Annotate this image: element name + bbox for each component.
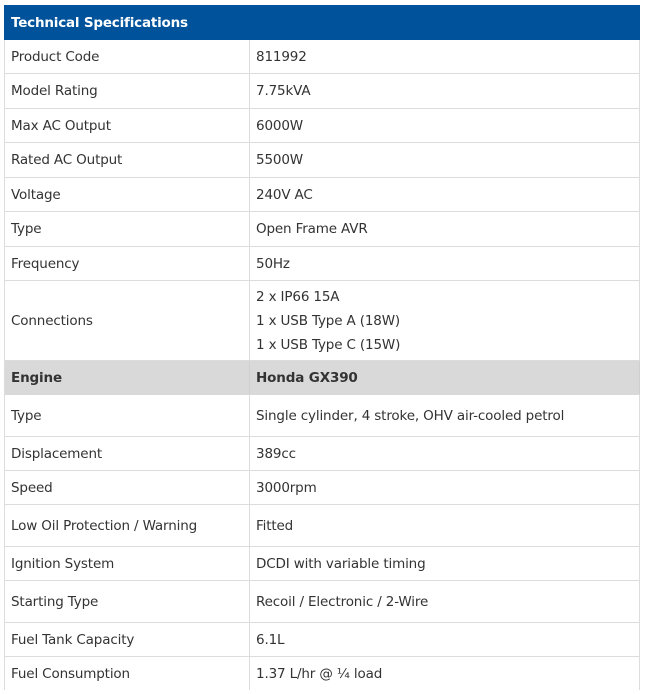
spec-label: Speed xyxy=(5,471,250,505)
spec-value-list xyxy=(250,281,640,361)
spec-row-model-rating xyxy=(5,74,640,109)
connection-item: 1 x USB Type A (18W) xyxy=(256,312,401,329)
spec-row-connections xyxy=(5,281,640,361)
spec-label: Displacement xyxy=(5,437,250,471)
spec-value: 7.75kVA xyxy=(250,74,640,109)
spec-row-speed xyxy=(5,471,640,505)
spec-row-fuel-consumption xyxy=(5,657,640,691)
spec-value: Recoil / Electronic / 2-Wire xyxy=(250,581,640,623)
spec-label: Rated AC Output xyxy=(5,143,250,178)
spec-value: 1.37 L/hr @ ¼ load xyxy=(250,657,640,691)
table-title: Technical Specifications xyxy=(5,6,640,40)
spec-label: Type xyxy=(5,395,250,437)
spec-row-type xyxy=(5,212,640,247)
spec-row-max-ac-output xyxy=(5,109,640,143)
spec-value: 5500W xyxy=(250,143,640,178)
spec-label: Model Rating xyxy=(5,74,250,109)
spec-value: 240V AC xyxy=(250,178,640,212)
section-row-engine xyxy=(5,361,640,395)
section-value: Honda GX390 xyxy=(250,361,640,395)
spec-row-low-oil-protection xyxy=(5,505,640,547)
spec-row-voltage xyxy=(5,178,640,212)
spec-row-displacement xyxy=(5,437,640,471)
spec-label: Frequency xyxy=(5,247,250,281)
spec-label: Starting Type xyxy=(5,581,250,623)
spec-row-fuel-tank-capacity xyxy=(5,623,640,657)
spec-label: Fuel Tank Capacity xyxy=(5,623,250,657)
spec-value: 6.1L xyxy=(250,623,640,657)
spec-value: 50Hz xyxy=(250,247,640,281)
spec-label: Max AC Output xyxy=(5,109,250,143)
spec-label: Low Oil Protection / Warning xyxy=(5,505,250,547)
spec-row-frequency xyxy=(5,247,640,281)
section-label: Engine xyxy=(5,361,250,395)
spec-row-rated-ac-output xyxy=(5,143,640,178)
spec-value: 811992 xyxy=(250,40,640,74)
spec-row-starting-type xyxy=(5,581,640,623)
spec-value: 3000rpm xyxy=(250,471,640,505)
spec-label: Type xyxy=(5,212,250,247)
spec-value: 389cc xyxy=(250,437,640,471)
spec-row-ignition-system xyxy=(5,547,640,581)
table-header-row xyxy=(5,6,640,40)
spec-row-engine-type xyxy=(5,395,640,437)
spec-label: Ignition System xyxy=(5,547,250,581)
spec-label: Connections xyxy=(5,281,250,361)
spec-row-product-code xyxy=(5,40,640,74)
spec-value: Open Frame AVR xyxy=(250,212,640,247)
spec-value: 6000W xyxy=(250,109,640,143)
spec-label: Product Code xyxy=(5,40,250,74)
spec-label: Voltage xyxy=(5,178,250,212)
spec-label: Fuel Consumption xyxy=(5,657,250,691)
spec-value: Single cylinder, 4 stroke, OHV air-cooled petrol xyxy=(250,395,640,437)
connection-item: 1 x USB Type C (15W) xyxy=(256,336,401,353)
spec-value: DCDI with variable timing xyxy=(250,547,640,581)
connection-item: 2 x IP66 15A xyxy=(256,288,340,305)
technical-specifications-table xyxy=(4,5,640,690)
spec-value: Fitted xyxy=(250,505,640,547)
